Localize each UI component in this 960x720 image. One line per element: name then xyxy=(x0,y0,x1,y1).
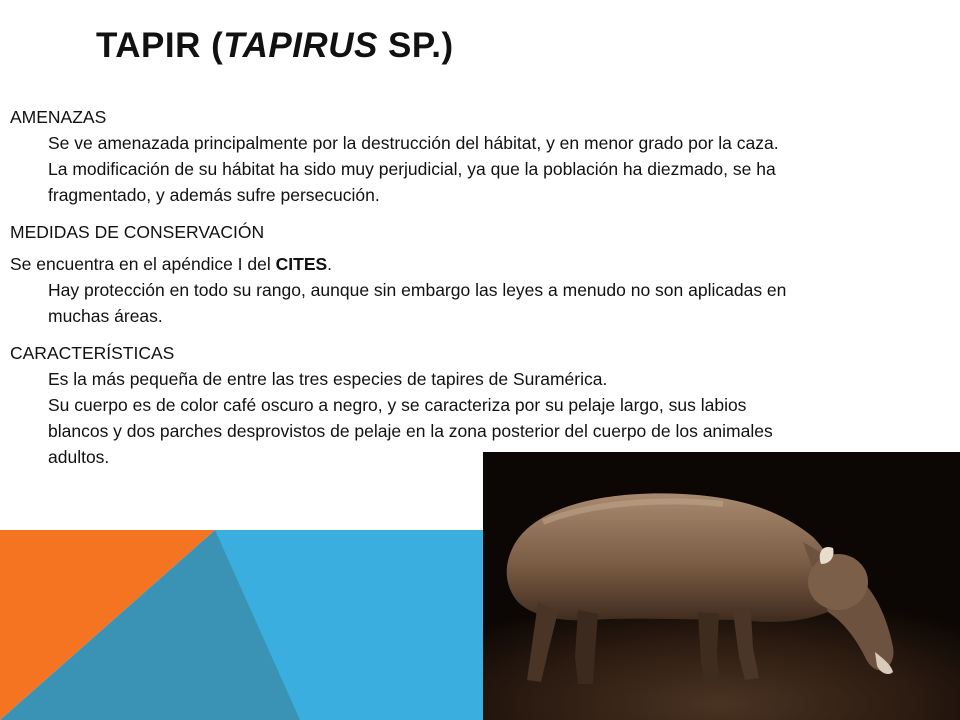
cites-line: Se encuentra en el apéndice I del CITES. xyxy=(10,254,333,274)
threats-text: Se ve amenazada principalmente por la destrucción del hábitat, y en menor grado por la caza. La modificación de su hábitat ha sido muy perjudicial, ya que la población ha diezmado, se ha fragmentado, y además sufre persecución. xyxy=(48,133,779,205)
characteristics-text-1: Es la más pequeña de entre las tres especies de tapires de Suramérica. xyxy=(48,369,608,389)
conservation-text: Hay protección en todo su rango, aunque sin embargo las leyes a menudo no son aplicadas en muchas áreas. xyxy=(48,280,787,326)
threats-heading: AMENAZAS xyxy=(10,107,107,127)
conservation-heading: MEDIDAS DE CONSERVACIÓN xyxy=(10,222,265,242)
cites-bold: CITES xyxy=(275,254,328,274)
characteristics-heading: CARACTERÍSTICAS xyxy=(10,343,175,363)
page-title: TAPIR (TAPIRUS SP.) xyxy=(96,26,454,65)
tapir-illustration xyxy=(483,452,960,720)
slide-body xyxy=(10,104,800,470)
characteristics-text-2: Su cuerpo es de color café oscuro a negro, y se caracteriza por su pelaje largo, sus labios blancos y dos parches desprovistos de pelaje en la zona posterior del cuerpo de los animales adultos. xyxy=(48,395,773,467)
title-italic: TAPIRUS xyxy=(223,26,378,65)
tapir-photo xyxy=(483,452,960,720)
